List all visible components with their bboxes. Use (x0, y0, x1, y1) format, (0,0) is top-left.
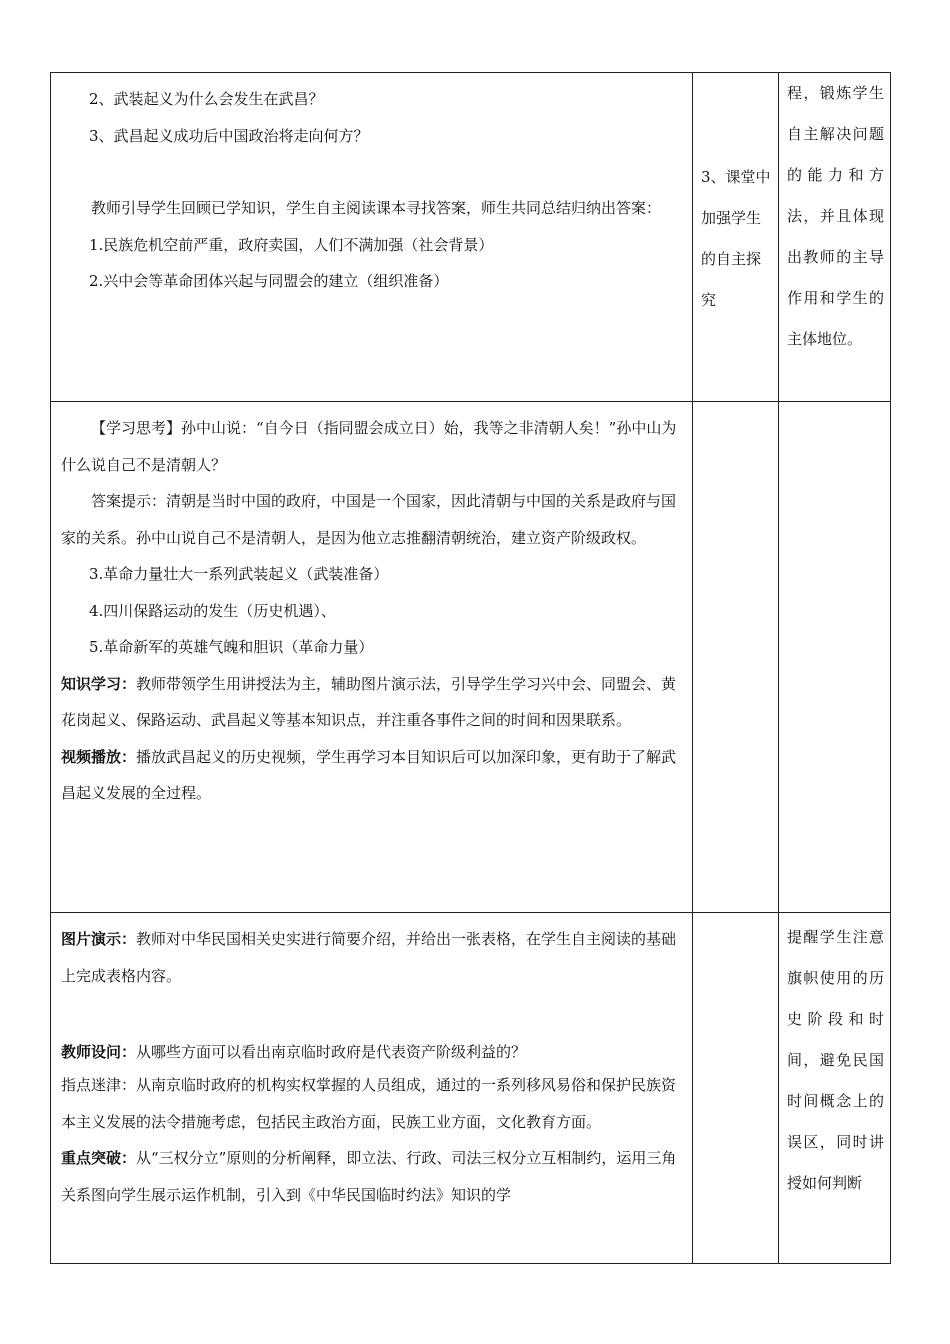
intent-cell (693, 73, 779, 402)
teacher-guidance: 教师引导学生回顾已学知识，学生自主阅读课本寻找答案，师生共同总结归纳出答案： (91, 199, 662, 217)
video-text: 播放武昌起义的历史视频，学生再学习本目知识后可以加深印象，更有助于了解武昌起义发展的全过程。 (61, 747, 677, 802)
intent-cell (693, 402, 779, 913)
teaching-process-cell (51, 402, 693, 913)
note-text: 提醒学生注意旗帜使用的历史阶段和时间，避免民国时间概念上的误区，同时讲授如何判断 (787, 928, 884, 1192)
key-breakthrough (61, 1140, 682, 1213)
question-2: 2、武装起义为什么会发生在武昌？ (89, 90, 324, 108)
breakthrough-text: 从“三权分立”原则的分析阐释，即立法、行政、司法三权分立互相制约，运用三角关系图向学生展示运作机制，引入到《中华民国临时约法》知识的学 (61, 1149, 677, 1204)
answer-item-2: 2.兴中会等革命团体兴起与同盟会的建立（组织准备） (89, 272, 449, 290)
video-playback (61, 739, 682, 812)
note-text: 程，锻炼学生自主解决问题的能力和方法，并且体现出教师的主导作用和学生的主体地位。 (787, 84, 884, 348)
knowledge-text: 教师带领学生用讲授法为主，辅助图片演示法，引导学生学习兴中会、同盟会、黄花岗起义、保路运动、武昌起义等基本知识点，并注重各事件之间的时间和因果联系。 (61, 674, 677, 729)
study-thinking: 【学习思考】孙中山说：“自今日（指同盟会成立日）始，我等之非清朝人矣！”孙中山为什么说自己不是清朝人？ (61, 419, 677, 474)
breakthrough-label: 重点突破： (61, 1149, 137, 1167)
answer-item-4: 4.四川保路运动的发生（历史机遇）、 (89, 601, 336, 620)
intent-cell (693, 913, 779, 1264)
note-cell (779, 73, 891, 402)
question-label: 教师设问： (61, 1043, 137, 1061)
teaching-process-cell (51, 913, 693, 1264)
question-text: 从哪些方面可以看出南京临时政府是代表资产阶级利益的？ (136, 1043, 527, 1061)
picture-label: 图片演示： (61, 930, 137, 948)
teaching-process-cell (51, 73, 693, 402)
answer-item-5: 5.革命新军的英雄气魄和胆识（革命力量） (89, 638, 374, 656)
picture-text: 教师对中华民国相关史实进行简要介绍，并给出一张表格，在学生自主阅读的基础上完成表格内容。 (61, 930, 677, 985)
knowledge-learning (61, 666, 682, 739)
guidance-hint: 指点迷津：从南京临时政府的机构实权掌握的人员组成，通过的一系列移风易俗和保护民族资本主义发展的法令措施考虑，包括民主政治方面，民族工业方面，文化教育方面。 (61, 1076, 677, 1131)
table-row (51, 402, 891, 913)
lesson-plan-table (50, 72, 891, 1264)
table-row (51, 73, 891, 402)
knowledge-label: 知识学习： (61, 674, 137, 693)
answer-item-1: 1.民族危机空前严重，政府卖国，人们不满加强（社会背景） (89, 235, 494, 254)
video-label: 视频播放： (61, 747, 137, 766)
picture-demo (61, 921, 682, 994)
answer-hint: 答案提示：清朝是当时中国的政府，中国是一个国家，因此清朝与中国的关系是政府与国家的关系。孙中山说自己不是清朝人，是因为他立志推翻清朝统治，建立资产阶级政权。 (61, 492, 677, 547)
intent-text: 3、课堂中加强学生的自主探究 (701, 168, 771, 309)
note-cell (779, 402, 891, 913)
teacher-question (61, 1038, 682, 1067)
note-cell (779, 913, 891, 1264)
answer-item-3: 3.革命力量壮大一系列武装起义（武装准备） (89, 565, 389, 583)
question-3: 3、武昌起义成功后中国政治将走向何方？ (89, 126, 369, 145)
table-row (51, 913, 891, 1264)
